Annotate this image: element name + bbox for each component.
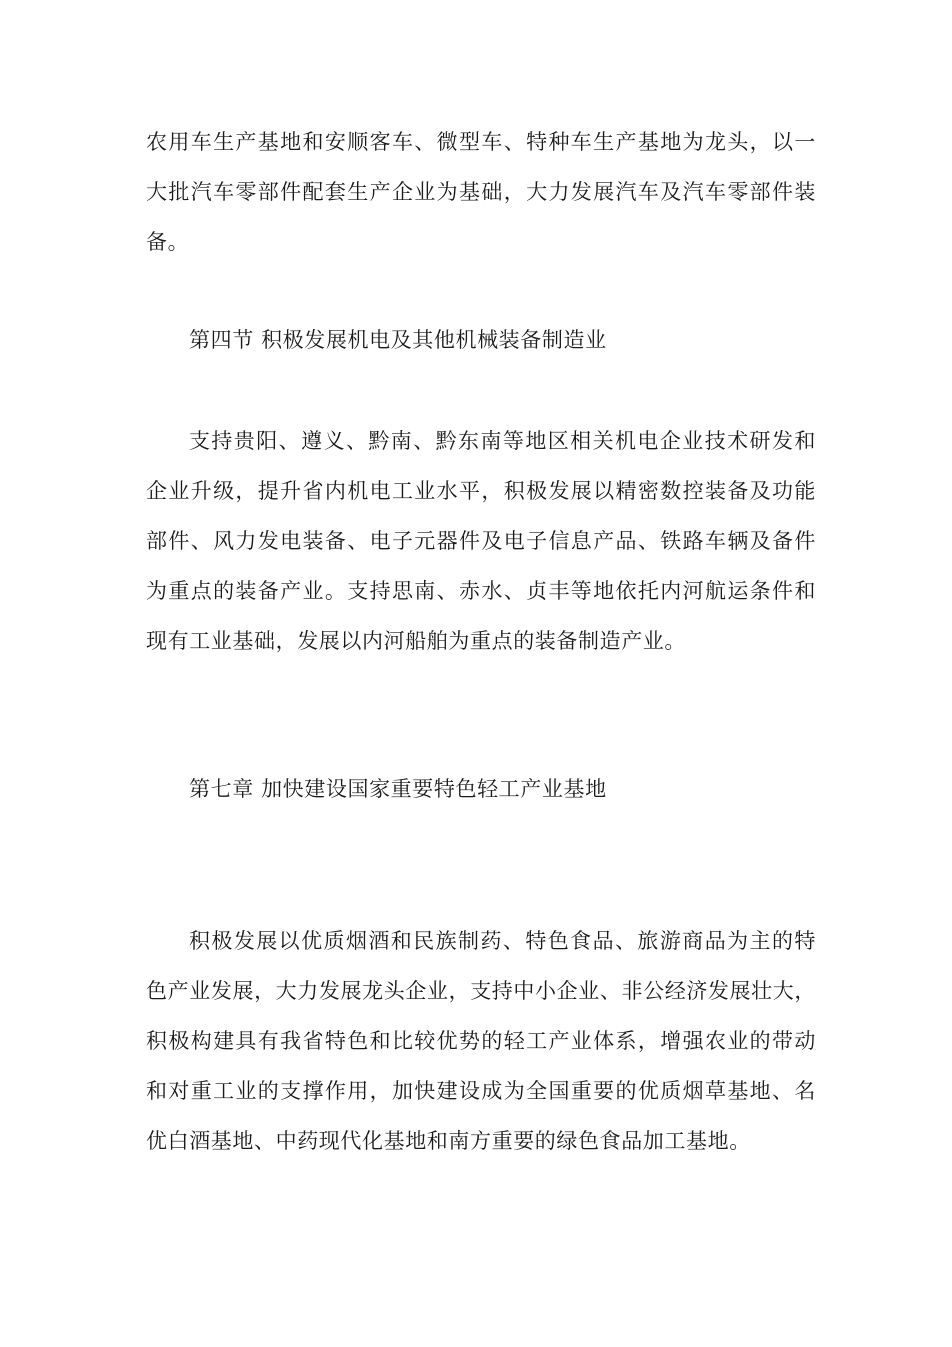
paragraph-2-line-1: 支持贵阳、遵义、黔南、黔东南等地区相关机电企业技术研发和 (189, 429, 816, 453)
paragraph-2-line-2: 企业升级，提升省内机电工业水平，积极发展以精密数控装备及功能 (146, 479, 816, 503)
paragraph-1-line-2: 大批汽车零部件配套生产企业为基础，大力发展汽车及汽车零部件装 (146, 180, 816, 204)
paragraph-3-line-4: 和对重工业的支撑作用，加快建设成为全国重要的优质烟草基地、名 (146, 1079, 816, 1103)
paragraph-3-line-5: 优白酒基地、中药现代化基地和南方重要的绿色食品加工基地。 (146, 1129, 751, 1153)
paragraph-2-line-5: 现有工业基础，发展以内河船舶为重点的装备制造产业。 (146, 629, 686, 653)
paragraph-2-line-4: 为重点的装备产业。支持思南、赤水、贞丰等地依托内河航运条件和 (146, 579, 816, 603)
paragraph-3-line-1: 积极发展以优质烟酒和民族制药、特色食品、旅游商品为主的特 (189, 929, 816, 953)
paragraph-1-line-1: 农用车生产基地和安顺客车、微型车、特种车生产基地为龙头，以一 (146, 130, 816, 154)
chapter-heading: 第七章 加快建设国家重要特色轻工产业基地 (189, 777, 607, 801)
paragraph-3-line-3: 积极构建具有我省特色和比较优势的轻工产业体系，增强农业的带动 (146, 1029, 816, 1053)
section-heading: 第四节 积极发展机电及其他机械装备制造业 (189, 328, 607, 352)
paragraph-3-line-2: 色产业发展，大力发展龙头企业，支持中小企业、非公经济发展壮大， (146, 979, 816, 1003)
paragraph-2-line-3: 部件、风力发电装备、电子元器件及电子信息产品、铁路车辆及备件 (146, 529, 816, 553)
paragraph-1-line-3: 备。 (146, 230, 190, 254)
